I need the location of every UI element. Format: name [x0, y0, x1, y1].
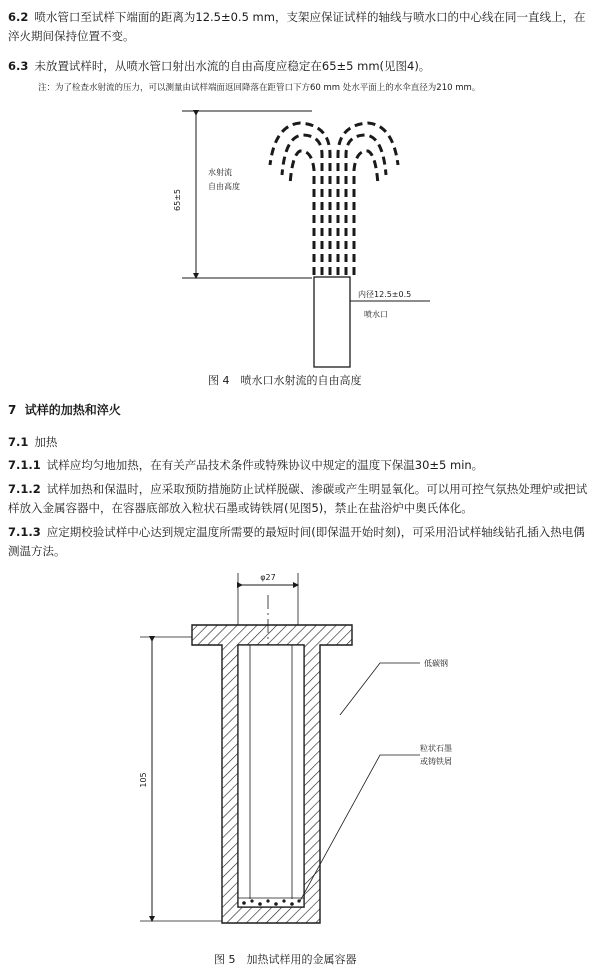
paragraph-7-1-3 — [8, 523, 594, 561]
filler-label-line2: 或铸铁屑 — [420, 757, 452, 766]
paragraph-text: 加热 — [34, 435, 58, 449]
figure-4-caption: 图 4 喷水口水射流的自由高度 — [208, 374, 362, 387]
note-text: 注：为了检查水射流的压力，可以测量由试样端面返回降落在距管口下方60 mm 处水平面上的水伞直径为210 mm。 — [38, 83, 481, 93]
jet-label-line2: 自由高度 — [208, 182, 240, 191]
height-dimension-label: 65±5 — [173, 189, 182, 211]
section-title: 试样的加热和淬火 — [24, 403, 121, 417]
section-7-heading — [8, 401, 121, 418]
paragraph-7-1-1 — [8, 456, 594, 475]
nozzle-pipe — [314, 277, 350, 367]
paragraph-6-2 — [8, 8, 594, 46]
container-cavity — [238, 645, 304, 907]
paragraph-7-1-2 — [8, 480, 594, 518]
figure-5-caption: 图 5 加热试样用的金属容器 — [214, 953, 357, 966]
material-leader — [340, 663, 420, 715]
paragraph-6-3 — [8, 57, 594, 76]
paragraph-text: 应定期校验试样中心达到规定温度所需要的最短时间(即保温开始时刻)，可采用沿试样轴线钻孔插入热电偶测温方法。 — [8, 525, 585, 558]
paragraph-7-1 — [8, 433, 594, 452]
filler-label-line1: 粒状石墨 — [420, 744, 452, 753]
water-jet — [270, 123, 398, 275]
section-number: 7.1.1 — [8, 458, 41, 472]
jet-label-line1: 水射流 — [208, 168, 232, 177]
paragraph-text: 试样应均匀地加热，在有关产品技术条件或特殊协议中规定的温度下保温30±5 min。 — [46, 458, 484, 472]
section-number: 7.1.2 — [8, 482, 41, 496]
section-number: 7 — [8, 403, 17, 417]
section-number: 6.2 — [8, 10, 29, 24]
paragraph-text: 未放置试样时，从喷水管口射出水流的自由高度应稳定在65±5 mm(见图4)。 — [34, 59, 431, 73]
nozzle-label: 喷水口 — [364, 310, 388, 319]
height-dimension-label: 105 — [139, 772, 148, 788]
figure-4-diagram — [0, 95, 600, 395]
material-label: 低碳钢 — [424, 659, 448, 668]
paragraph-text: 喷水管口至试样下端面的距离为12.5±0.5 mm，支架应保证试样的轴线与喷水口的中心线在同一直线上，在淬火期间保持位置不变。 — [8, 10, 586, 43]
diameter-dimension-label: φ27 — [260, 573, 276, 582]
section-number: 6.3 — [8, 59, 29, 73]
section-number: 7.1 — [8, 435, 29, 449]
paragraph-text: 试样加热和保温时，应采取预防措施防止试样脱碳、渗碳或产生明显氧化。可以用可控气氛热处理炉或把试样放入金属容器中，在容器底部放入粒状石墨或铸铁屑(见图5)，禁止在盐浴炉中奥氏体化。 — [8, 482, 588, 515]
figure-5-diagram — [0, 565, 600, 945]
section-number: 7.1.3 — [8, 525, 41, 539]
inner-dia-label: 内径12.5±0.5 — [358, 290, 412, 299]
